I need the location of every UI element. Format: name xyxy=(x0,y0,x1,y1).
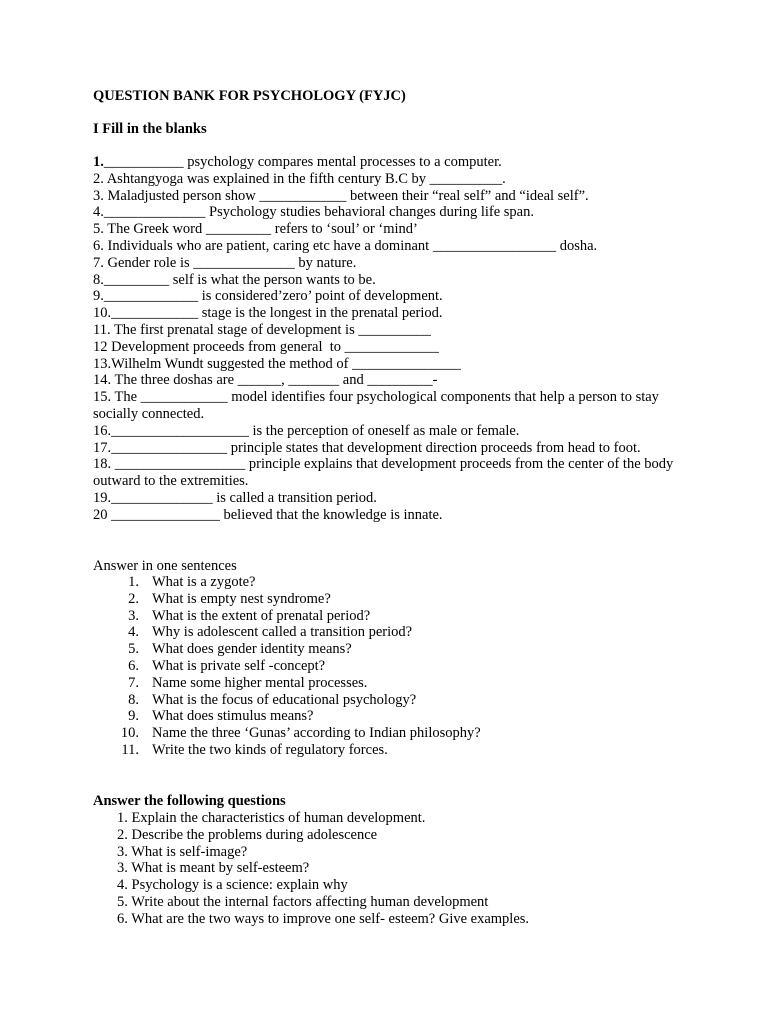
item-text: 12 Development proceeds from general to _____________ xyxy=(93,338,439,355)
item-text: 18. __________________ principle explains that development proceeds from the center of the body outward to the extremities. xyxy=(93,456,677,490)
fill-blank-item xyxy=(93,238,683,255)
item-text: What is the focus of educational psychology? xyxy=(152,691,417,708)
item-number: 5. xyxy=(128,641,139,658)
item-number: 10. xyxy=(120,725,139,742)
item-number: 4. xyxy=(128,624,139,641)
item-text: 6. Individuals who are patient, caring etc have a dominant _________________ dosha. xyxy=(93,237,598,254)
item-text: Name some higher mental processes. xyxy=(152,674,368,691)
one-sentence-list xyxy=(112,574,481,759)
item-text: 3. Maladjusted person show ____________ between their “real self” and “ideal self”. xyxy=(93,187,589,204)
item-number: 2. xyxy=(128,590,139,607)
list-item xyxy=(112,725,481,742)
page-title: QUESTION BANK FOR PSYCHOLOGY (FYJC) xyxy=(93,88,406,104)
item-text: 16.___________________ is the perception of oneself as male or female. xyxy=(93,422,520,439)
list-item xyxy=(112,692,481,709)
list-item xyxy=(112,608,481,625)
fill-blank-item xyxy=(93,288,683,305)
section-heading-one-sentence: Answer in one sentences xyxy=(93,558,237,574)
fill-blank-item xyxy=(93,154,683,171)
list-item xyxy=(112,591,481,608)
list-item xyxy=(112,574,481,591)
item-text: 7. Gender role is ______________ by nature. xyxy=(93,254,357,271)
fill-blanks-list xyxy=(93,154,683,524)
fill-blank-item xyxy=(93,204,683,221)
item-number: 7. xyxy=(128,674,139,691)
item-number: 11. xyxy=(121,741,139,758)
item-text: Why is adolescent called a transition period? xyxy=(152,624,413,641)
item-text: Write the two kinds of regulatory forces. xyxy=(152,741,388,758)
item-text: 2. Ashtangyoga was explained in the fifth century B.C by __________. xyxy=(93,170,506,187)
item-text: What is a zygote? xyxy=(152,574,256,590)
list-item xyxy=(112,624,481,641)
fill-blank-item xyxy=(93,255,683,272)
list-item xyxy=(112,658,481,675)
item-text: Name the three ‘Gunas’ according to Indian philosophy? xyxy=(152,725,481,742)
item-text: 19.______________ is called a transition period. xyxy=(93,489,377,506)
item-number: 9. xyxy=(128,708,139,725)
item-text: 20 _______________ believed that the knowledge is innate. xyxy=(93,506,443,523)
fill-blank-item xyxy=(93,221,683,238)
item-text: What does gender identity means? xyxy=(152,641,352,658)
fill-blank-item xyxy=(93,339,683,356)
item-number: 1. xyxy=(128,574,139,590)
item-text: 10.____________ stage is the longest in the prenatal period. xyxy=(93,305,443,322)
list-item: 3. What is meant by self-esteem? xyxy=(117,860,310,877)
list-item: 5. Write about the internal factors affecting human development xyxy=(117,893,489,910)
item-text: 15. The ____________ model identifies four psychological components that help a person to stay socially connected. xyxy=(93,389,663,422)
item-text: What does stimulus means? xyxy=(152,708,314,725)
list-item: 1. Explain the characteristics of human development. xyxy=(117,810,426,826)
list-item xyxy=(112,742,481,759)
following-questions-list xyxy=(117,810,529,928)
fill-blank-item xyxy=(93,272,683,289)
fill-blank-item xyxy=(93,188,683,205)
list-item xyxy=(112,708,481,725)
fill-blank-item xyxy=(93,456,683,490)
list-item xyxy=(112,675,481,692)
item-text: What is private self -concept? xyxy=(152,657,326,674)
item-text: 9._____________ is considered’zero’ point of development. xyxy=(93,288,443,305)
item-text: 14. The three doshas are ______, _______ and _________- xyxy=(93,372,438,389)
item-text: 4.______________ Psychology studies behavioral changes during life span. xyxy=(93,204,534,221)
fill-blank-item xyxy=(93,171,683,188)
fill-blank-item xyxy=(93,423,683,440)
fill-blank-item xyxy=(93,507,683,524)
item-number: 8. xyxy=(128,691,139,708)
list-item: 2. Describe the problems during adolescence xyxy=(117,826,378,843)
item-text: 17.________________ principle states that development direction proceeds from head to foot. xyxy=(93,439,641,456)
fill-blank-item xyxy=(93,389,683,423)
list-item: 6. What are the two ways to improve one self- esteem? Give examples. xyxy=(117,910,530,927)
list-item: 3. What is self-image? xyxy=(117,843,248,860)
item-text: 8._________ self is what the person wants to be. xyxy=(93,271,376,288)
fill-blank-item xyxy=(93,490,683,507)
item-number: 6. xyxy=(128,657,139,674)
item-text: 5. The Greek word _________ refers to ‘soul’ or ‘mind’ xyxy=(93,221,418,238)
section-heading-following-questions: Answer the following questions xyxy=(93,793,286,809)
fill-blank-item xyxy=(93,305,683,322)
section-heading-fill-blanks: I Fill in the blanks xyxy=(93,121,207,137)
fill-blank-item xyxy=(93,356,683,373)
item-number: 1. xyxy=(93,154,104,170)
item-text: 11. The first prenatal stage of development is __________ xyxy=(93,321,431,338)
fill-blank-item xyxy=(93,322,683,339)
list-item: 4. Psychology is a science: explain why xyxy=(117,877,348,894)
fill-blank-item xyxy=(93,440,683,457)
list-item xyxy=(112,641,481,658)
item-text: ___________ psychology compares mental processes to a computer. xyxy=(103,154,502,170)
item-number: 3. xyxy=(128,607,139,624)
item-text: 13.Wilhelm Wundt suggested the method of _______________ xyxy=(93,355,461,372)
fill-blank-item xyxy=(93,372,683,389)
item-text: What is empty nest syndrome? xyxy=(152,590,331,607)
item-text: What is the extent of prenatal period? xyxy=(152,607,371,624)
